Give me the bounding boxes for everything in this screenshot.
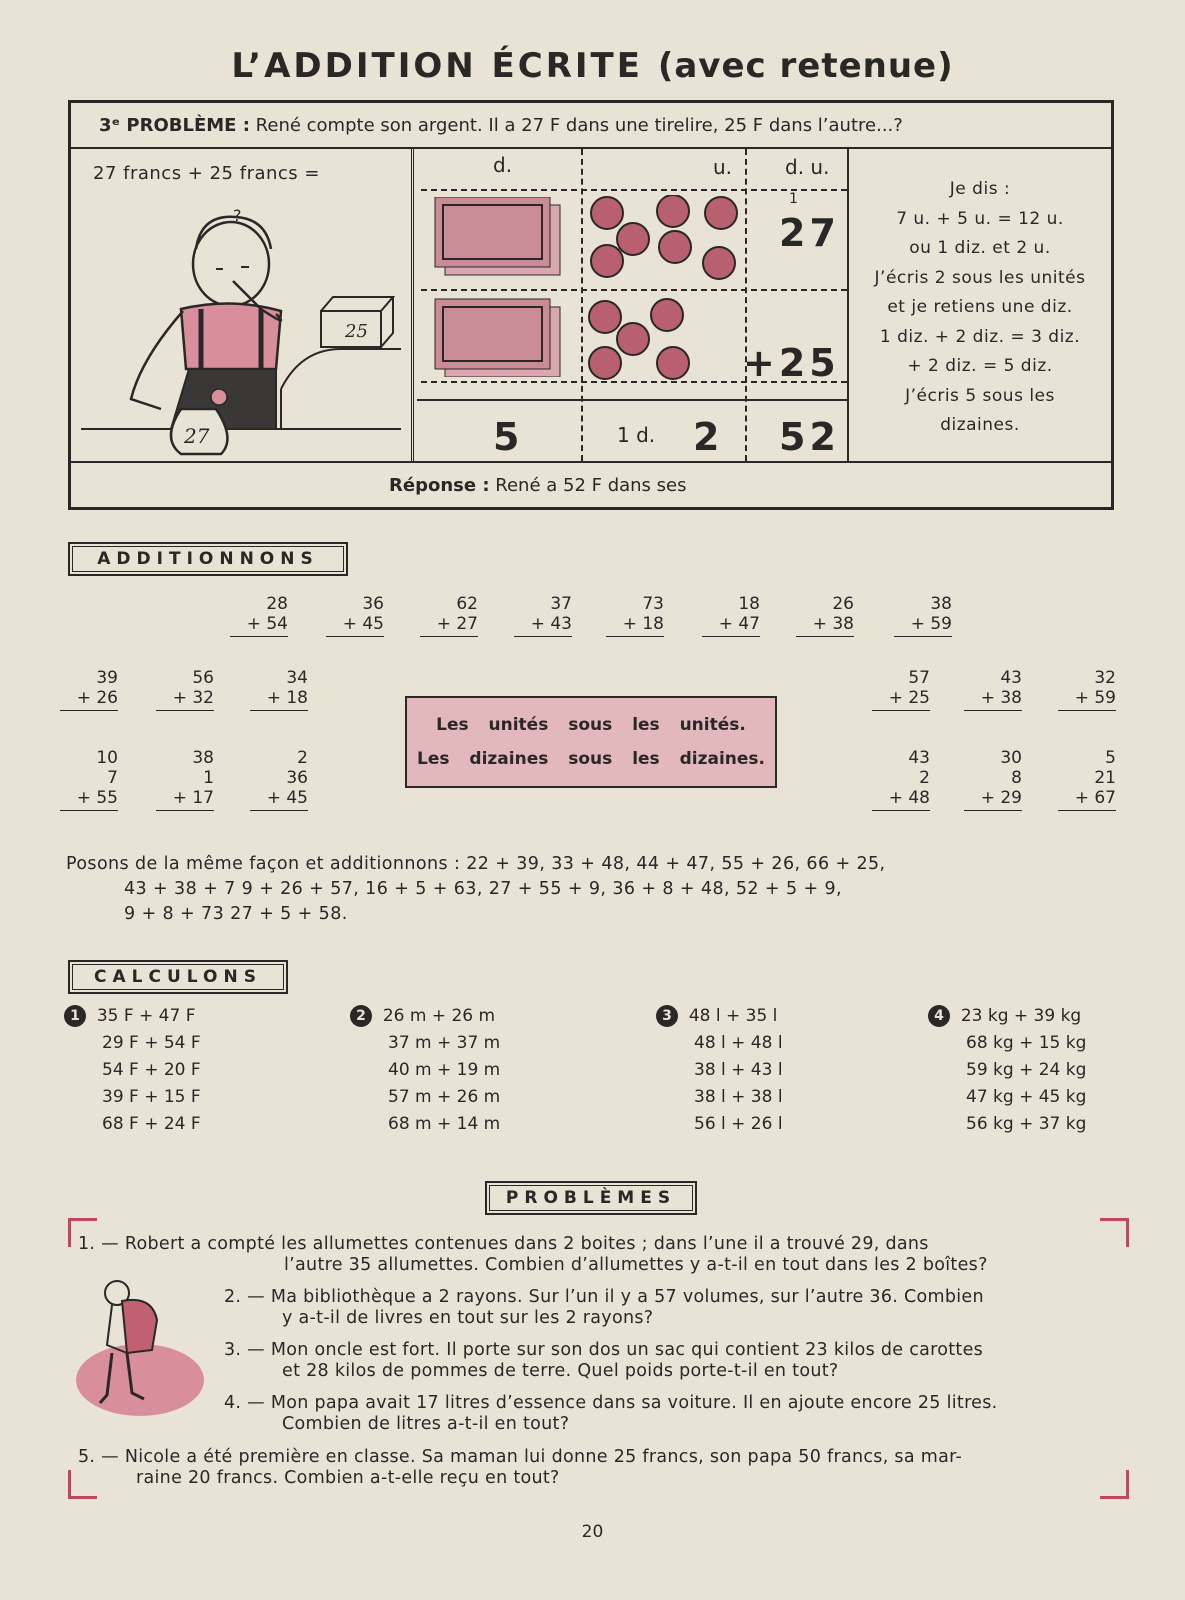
carry-digit: 1 (789, 191, 798, 207)
explain-line: Je dis : (949, 179, 1011, 199)
posons-line: 9 + 8 + 73 27 + 5 + 58. (124, 904, 348, 924)
calc-group-4: 4 23 kg + 39 kg 68 kg + 15 kg 59 kg + 24 kg 47 kg + 45 kg 56 kg + 37 kg (928, 1003, 1086, 1138)
addition-exercise (966, 748, 1022, 811)
addition-exercise (516, 594, 572, 637)
sum-rule (872, 810, 930, 811)
group-number-badge: 1 (64, 1005, 86, 1027)
sum-rule (964, 710, 1022, 711)
addition-exercise (422, 594, 478, 637)
problem-4-line: Combien de litres a-t-il en tout? (282, 1414, 570, 1434)
carry-note: 1 d. (617, 423, 656, 447)
problem-5-line: raine 20 francs. Combien a-t-elle reçu en tout? (136, 1468, 560, 1488)
addition-line: 34 (286, 668, 308, 688)
sum-rule (606, 636, 664, 637)
sum-rule (702, 636, 760, 637)
addition-line: 62 (456, 594, 478, 614)
problem-3-line: 3. — Mon oncle est fort. Il porte sur son dos un sac qui contient 23 kilos de carottes (224, 1340, 984, 1360)
section-additionnons: ADDITIONNONS (68, 542, 348, 576)
addition-line: + 18 (622, 614, 664, 634)
section-calculons: CALCULONS (68, 960, 288, 994)
result-units: 2 (693, 415, 724, 459)
answer-text: René a 52 F dans ses (495, 475, 687, 496)
problem-4 (224, 1393, 1104, 1435)
problem-1-line: l’autre 35 allumettes. Combien d’allumettes y a-t-il en tout dans les 2 boîtes? (284, 1255, 988, 1275)
addition-exercise (608, 594, 664, 637)
addition-exercise (874, 668, 930, 711)
sum-rule (796, 636, 854, 637)
posons-line: Posons de la même façon et additionnons : 22 + 39, 33 + 48, 44 + 47, 55 + 26, 66 + 25, (66, 854, 886, 874)
sum-rule (250, 710, 308, 711)
equation: 27 francs + 25 francs = (93, 163, 320, 184)
problem-2-line: y a-t-il de livres en tout sur les 2 rayons? (282, 1308, 654, 1328)
col-label-du: d. u. (785, 155, 830, 179)
sum-rule (964, 810, 1022, 811)
posons-line: 43 + 38 + 7 9 + 26 + 57, 16 + 5 + 63, 27 + 55 + 9, 36 + 8 + 48, 52 + 5 + 9, (124, 879, 842, 899)
box-label: 25 (345, 321, 368, 342)
illustration-panel (71, 149, 414, 461)
sum-rule (60, 710, 118, 711)
addition-exercise (1060, 668, 1116, 711)
addition-exercise (158, 748, 214, 811)
explain-line: 7 u. + 5 u. = 12 u. (896, 208, 1064, 229)
addition-line: 73 (642, 594, 664, 614)
addition-line: + 25 (888, 688, 930, 708)
addition-line: 8 (1011, 768, 1022, 788)
page-number: 20 (581, 1522, 604, 1542)
addition-line: + 27 (436, 614, 478, 634)
addition-line: 26 (832, 594, 854, 614)
result-tens: 5 (493, 415, 524, 459)
sum-rule (326, 636, 384, 637)
addition-line: 21 (1094, 768, 1116, 788)
addition-line: + 59 (910, 614, 952, 634)
second-addend: +25 (743, 341, 840, 385)
sum-rule (156, 810, 214, 811)
addition-line: + 54 (246, 614, 288, 634)
problem-5-line: 5. — Nicole a été première en classe. Sa maman lui donne 25 francs, son papa 50 francs, sa mar- (78, 1447, 963, 1467)
addition-exercise (252, 668, 308, 711)
title-sub: (avec retenue) (657, 46, 954, 86)
addition-line: 43 (1000, 668, 1022, 688)
addition-line: 32 (1094, 668, 1116, 688)
addition-line: 1 (203, 768, 214, 788)
addition-line: 2 (919, 768, 930, 788)
addition-line: + 32 (172, 688, 214, 708)
addition-line: 43 (908, 748, 930, 768)
addition-line: 28 (266, 594, 288, 614)
group-number-badge: 4 (928, 1005, 950, 1027)
addition-line: 18 (738, 594, 760, 614)
addition-line: 5 (1105, 748, 1116, 768)
addition-line: + 45 (266, 788, 308, 808)
addition-exercise (328, 594, 384, 637)
addition-exercise (62, 668, 118, 711)
addition-exercise (252, 748, 308, 811)
addition-exercise (232, 594, 288, 637)
coins (585, 195, 745, 385)
first-addend: 27 (779, 211, 840, 255)
problem-text: René compte son argent. Il a 27 F dans une tirelire, 25 F dans l’autre...? (255, 115, 903, 136)
title-main: L’ADDITION ÉCRITE (231, 46, 643, 86)
addition-exercise (704, 594, 760, 637)
problem-1-line: 1. — Robert a compté les allumettes contenues dans 2 boites ; dans l’une il a trouvé 29, dans (78, 1234, 929, 1254)
problem-header (71, 103, 1111, 149)
sum-rule (894, 636, 952, 637)
addition-line: 10 (96, 748, 118, 768)
calc-group-2: 2 26 m + 26 m 37 m + 37 m 40 m + 19 m 57 m + 26 m 68 m + 14 m (350, 1003, 500, 1138)
addition-exercise (896, 594, 952, 637)
calc-group-1: 1 35 F + 47 F 29 F + 54 F 54 F + 20 F 39 F + 15 F 68 F + 24 F (64, 1003, 201, 1138)
question-mark: ? (233, 206, 242, 225)
place-value-table (417, 149, 849, 461)
calc-group-3: 3 48 l + 35 l 48 l + 48 l 38 l + 43 l 38 l + 38 l 56 l + 26 l (656, 1003, 783, 1138)
hiker-illustration (72, 1275, 212, 1425)
addition-line: + 38 (812, 614, 854, 634)
banknotes (425, 197, 575, 377)
sum-rule (60, 810, 118, 811)
rule-box (405, 696, 777, 788)
group-number-badge: 2 (350, 1005, 372, 1027)
addition-line: 30 (1000, 748, 1022, 768)
boy-counting-illustration (71, 189, 411, 459)
rule-line: Les unités sous les unités. (436, 715, 746, 735)
explain-line: dizaines. (940, 415, 1020, 435)
addition-line: + 48 (888, 788, 930, 808)
sum-rule (250, 810, 308, 811)
answer-label: Réponse : (389, 475, 490, 496)
addition-line: + 47 (718, 614, 760, 634)
explain-line: J’écris 2 sous les unités (874, 267, 1086, 288)
col-label-d: d. (493, 153, 513, 177)
explain-line: J’écris 5 sous les (905, 385, 1055, 406)
addition-line: + 43 (530, 614, 572, 634)
addition-exercise (874, 748, 930, 811)
addition-line: 7 (107, 768, 118, 788)
explain-line: 1 diz. + 2 diz. = 3 diz. (879, 326, 1081, 347)
addition-line: + 59 (1074, 688, 1116, 708)
problem-3-line: et 28 kilos de pommes de terre. Quel poids porte-t-il en tout? (282, 1361, 839, 1381)
addition-line: 39 (96, 668, 118, 688)
bag-label: 27 (184, 424, 210, 448)
answer-line (71, 461, 1111, 507)
addition-exercise (966, 668, 1022, 711)
sum-rule (1058, 710, 1116, 711)
problem-box (68, 100, 1114, 510)
addition-line: + 45 (342, 614, 384, 634)
section-problemes: PROBLÈMES (485, 1181, 697, 1215)
addition-line: 2 (297, 748, 308, 768)
problem-4-line: 4. — Mon papa avait 17 litres d’essence dans sa voiture. Il en ajoute encore 25 litres. (224, 1393, 998, 1413)
explain-line: ou 1 diz. et 2 u. (909, 238, 1051, 258)
addition-exercise (62, 748, 118, 811)
sum-rule (230, 636, 288, 637)
addition-line: + 26 (76, 688, 118, 708)
problem-2 (224, 1287, 1104, 1329)
rule-line: Les dizaines sous les dizaines. (417, 749, 765, 769)
addition-line: + 38 (980, 688, 1022, 708)
explanation (849, 149, 1111, 487)
sum-rule (420, 636, 478, 637)
addition-line: 38 (192, 748, 214, 768)
sum-rule (514, 636, 572, 637)
addition-line: + 55 (76, 788, 118, 808)
sum-rule (1058, 810, 1116, 811)
addition-line: 37 (550, 594, 572, 614)
addition-line: 36 (362, 594, 384, 614)
posons-paragraph (66, 852, 1126, 927)
col-label-u: u. (713, 155, 733, 179)
addition-line: 57 (908, 668, 930, 688)
addition-line: + 29 (980, 788, 1022, 808)
addition-line: 36 (286, 768, 308, 788)
addition-line: 38 (930, 594, 952, 614)
problem-3 (224, 1340, 1104, 1382)
sum-rule (872, 710, 930, 711)
problem-1 (78, 1234, 1118, 1276)
addition-line: 56 (192, 668, 214, 688)
addition-line: + 17 (172, 788, 214, 808)
explain-line: + 2 diz. = 5 diz. (907, 356, 1053, 376)
addition-line: + 67 (1074, 788, 1116, 808)
problem-5 (78, 1447, 1108, 1489)
page-title (0, 46, 1185, 86)
problem-label: 3ᵉ PROBLÈME : (99, 115, 250, 136)
sum-rule (156, 710, 214, 711)
problem-2-line: 2. — Ma bibliothèque a 2 rayons. Sur l’un il y a 57 volumes, sur l’autre 36. Combien (224, 1287, 984, 1307)
addition-exercise (158, 668, 214, 711)
addition-exercise (798, 594, 854, 637)
result-total: 52 (779, 415, 840, 459)
addition-line: + 18 (266, 688, 308, 708)
group-number-badge: 3 (656, 1005, 678, 1027)
addition-exercise (1060, 748, 1116, 811)
explain-line: et je retiens une diz. (887, 297, 1073, 317)
